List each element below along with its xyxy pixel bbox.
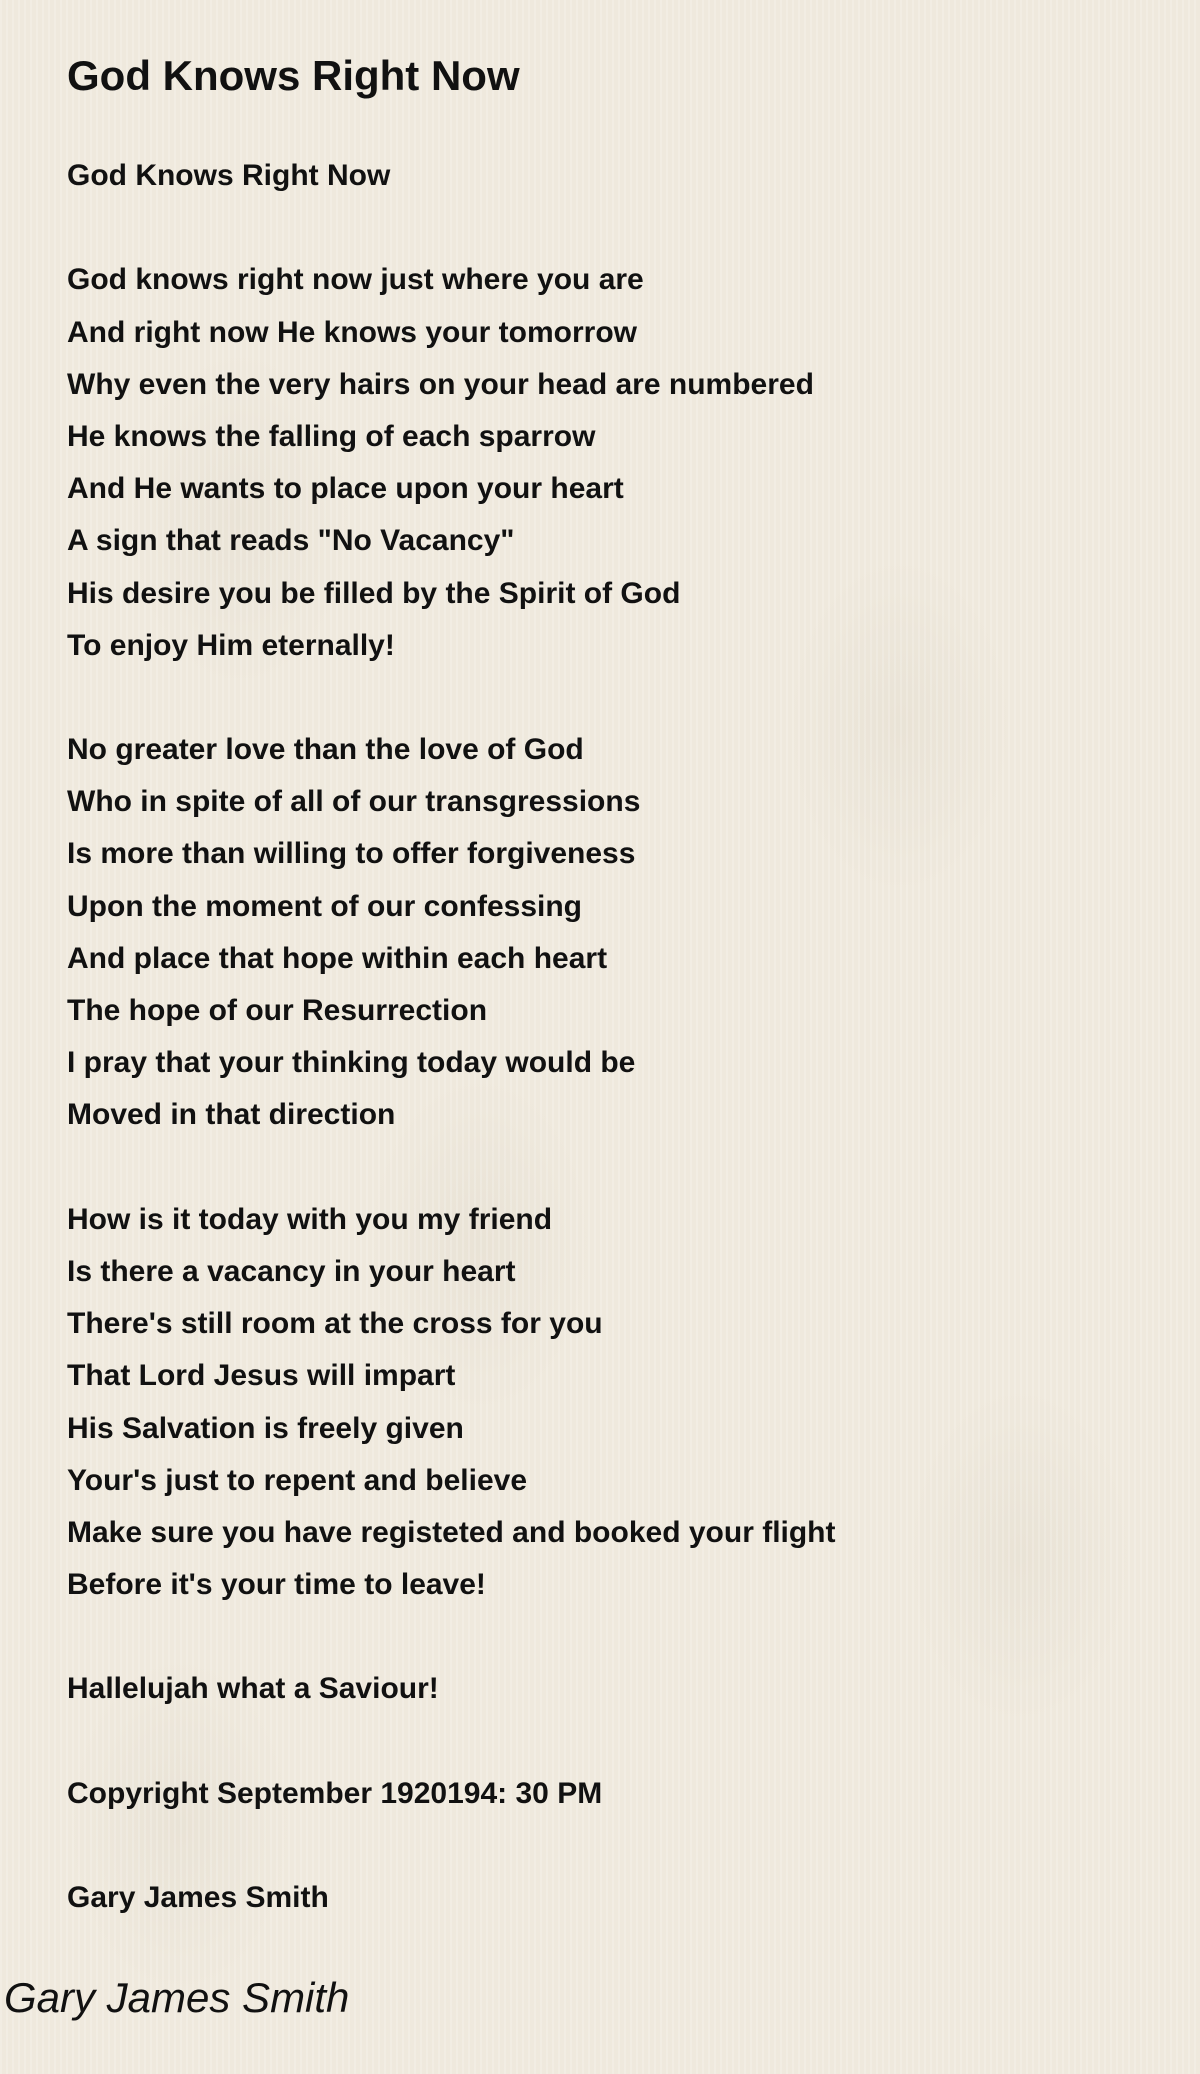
poem-line: Who in spite of all of our transgressions [67,785,641,819]
poem-line: Gary James Smith [67,1881,329,1915]
poem-line: Is more than willing to offer forgiveness [67,837,636,871]
stanza-break [67,1716,836,1768]
poem-line: A sign that reads "No Vacancy" [67,524,515,558]
poem-line: And place that hope within each heart [67,941,608,975]
poem-line: Copyright September 1920194: 30 PM [67,1776,603,1810]
stanza-break [67,1611,836,1663]
poem-line: And He wants to place upon your heart [67,472,624,506]
poem-body [67,150,836,1924]
poem-line: I pray that your thinking today would be [67,1046,636,1080]
page-title: God Knows Right Now [67,52,520,99]
poem-line: To enjoy Him eternally! [67,628,395,662]
poem-line: Moved in that direction [67,1098,396,1132]
stanza-break [67,1142,836,1194]
poem-line: Why even the very hairs on your head are numbered [67,367,814,401]
poem-line: No greater love than the love of God [67,733,584,767]
stanza-break [67,672,836,724]
poem-line: The hope of our Resurrection [67,994,488,1027]
stanza-break [67,202,836,254]
poem-line: Make sure you have registeted and booked your flight [67,1515,836,1549]
poem-line: And right now He knows your tomorrow [67,315,637,349]
poem-line: God knows right now just where you are [67,263,644,297]
poem-line: Upon the moment of our confessing [67,889,582,923]
poem-line: Is there a vacancy in your heart [67,1254,516,1288]
poem-line: Hallelujah what a Saviour! [67,1672,439,1706]
poem-line: He knows the falling of each sparrow [67,419,596,453]
poem-line: How is it today with you my friend [67,1202,553,1236]
stanza-break [67,1820,836,1872]
poem-line: His desire you be filled by the Spirit of God [67,576,681,610]
poem-line: That Lord Jesus will impart [67,1359,456,1393]
poem-line: Before it's your time to leave! [67,1568,486,1602]
author-signature: Gary James Smith [4,1974,350,2021]
poem-line: There's still room at the cross for you [67,1307,603,1341]
poem-line: His Salvation is freely given [67,1411,464,1445]
poem-line: God Knows Right Now [67,159,391,192]
poem-line: Your's just to repent and believe [67,1463,528,1497]
